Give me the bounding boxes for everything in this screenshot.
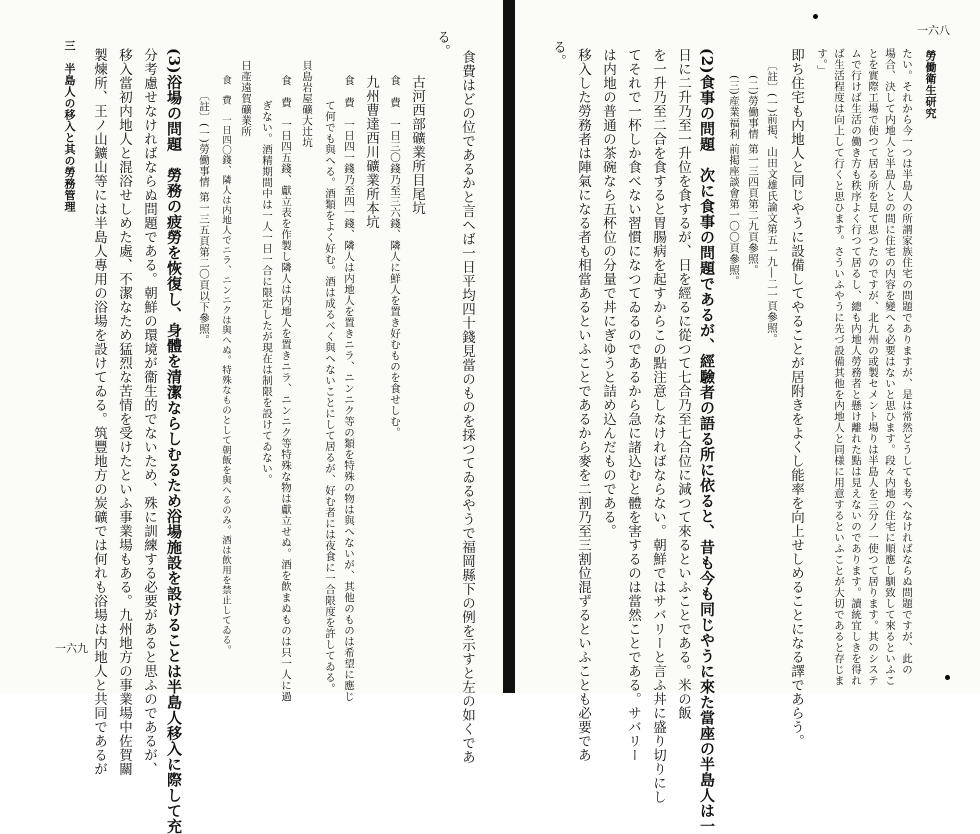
food-cost-entry: 食 費 一日三〇錢乃至三六錢、隣人に鮮人を置き好むものを食せしむ。 [389,75,401,438]
mine-name: 貝島岩屋礦大辻坑 [301,60,313,148]
food-cost-entry: て何でも與へる。酒類をよく好む。酒は成るべく與へないことにして居るが、好む者には夜食に一合限度を許してゐる。 [324,100,336,694]
body-column: 分考慮せなければならぬ問題である。朝鮮の環境が衞生的でないため、殊に訓練する必要があると思ふのであるが、 [141,48,157,776]
food-cost-entry: 食 費 一日四五錢、獻立表を作製し隣人は内地人を置きニラ、ニンニク等特殊な物は獻立せぬ。酒を飲まぬものは只一人に過 [280,75,292,702]
footnote: 〔註〕(一)勞働事情 第一三五頁第二〇頁以下參照。 [198,90,210,346]
body-column: 移入當初内地人と混浴せしめた處、不潔なため猛烈な苦情を受けたといふ事業場もある。九州地方の事業場中佐賀關 [116,48,132,776]
food-cost-entry: 食 費 一日四〇錢、隣人は内地人でニラ、ニンニクは與へぬ。特殊なものとして朝飯を與へるのみ。酒は飲用を禁止してゐる。 [220,75,231,655]
body-column: を一升乃至二合を食すると胃腸病を起すからこの點注意しなければならない。朝鮮ではサバリーと言ふ丼に盛り切りにし [650,48,666,804]
food-cost-entry: ぎない。酒精期間中は一人一日一合に限定したが現在は制限を設けてゐない。 [261,100,273,485]
ink-dot [945,675,950,680]
body-column: る。 [434,30,450,58]
footnote: (三)産業福利 前掲座談會第一〇〇頁參照。 [728,75,740,287]
mine-name: 九州曹達西川礦業所本坑 [363,75,379,229]
body-column: とを實際工場で使つて居る所を見て思つたのですが、北九州の或製セメント場りは半島人を三分ノ一使つて居ります。其のシステ [867,48,879,686]
section-heading-food: (2)食事の問題 次に食事の問題であるが、經驗者の語る所に依ると、昔も今も同じやうに來た當座の半島人は一 [698,48,716,834]
body-column: す。」 [816,48,828,76]
footnote: (二)勞働事情 第一三四頁第二九頁參照。 [747,75,759,276]
body-column: ムで行けば生活の働き方も秩序よく行つて居るし、總も内地人勞務者と懸け離れた點は見えないのであります。讀統宜しきを得れ [850,48,862,686]
right-page [515,0,980,834]
body-column: 移入した勞務者は陣氣になる者も相當あるといふことであるから麥を二割乃至三割位混ずるといふことも必要であ [575,48,591,762]
page-number-left: 一六九 [55,642,88,655]
body-column: 場合、決して内地人と半島人との間に住宅の内容を變へる必要はないと思ひます。段々内地の住宅に順應し馴致して來るといふこ [884,48,896,686]
body-column: 製煉所、王ノ山鑛山等には半島人專用の浴場を設けてゐる。筑豐地方の炭礦では何れも浴場は内地人と共同であるが [91,48,107,776]
section-heading-bath: (3)浴場の問題 勞務の疲勞を恢復し、身體を清潔ならしむるため浴場施設を設けることは半島人移入に際して充 [165,48,183,834]
food-cost-entry: 食 費 一日四一錢乃至四一錢、隣人は内地人を置きニラ、ニンニク等の類を特殊の物は與へないが、其他のものは希望に應じ [343,75,355,702]
body-column: る。 [550,40,566,68]
page-number-right: 一六八 [917,24,950,37]
book-spine [503,0,515,693]
ink-dot [813,14,818,19]
running-head-right: 勞働衛生研究 [924,50,937,119]
mine-name: 日產遠賀礦業所 [240,60,252,137]
body-column: 食費はどの位であるかと言へば一日平均四十錢見當のものを採つてゐるやうで福岡縣下の例を示すと左の如くであ [459,50,475,764]
body-column: 日に二升乃至一升位を食するが、日を經るに從つて七合乃至七合位に減つて來るといふことである。米の飯 [675,48,691,720]
running-head-left: 三 半島人の移入と其の勞務管理 [63,40,76,213]
body-column: ば生活程度は向上して行くと思ひます。さういふやうに先づ設備其他を内地人と同様に用意するといふことが大切であると存じま [833,48,845,686]
footnote: 〔註〕(一)前掲、山田文雄氏論文第五一九―二一頁參照。 [766,60,778,345]
body-column: 即ち住宅も内地人と同じやうに設備してやることが居附きをよくし能率を向上せしめることになる譯であらう。 [788,48,804,748]
body-column: は内地の普通の茶碗なら五杯位の分量で丼にぎゆうと詰め込んだものである。 [600,48,616,538]
body-column: たい。それから今一つは半島人の所謂家族住宅の問題でありますが、是は常然どうしても考へなければならぬ問題ですが、此の [901,48,913,675]
mine-name: 古河西部礦業所目尾坑 [409,75,425,215]
body-column: てそれで一杯しか食べない習慣になつてゐるのであるから急に諸込むと體を害するのは當然ことである。サバリー [625,48,641,762]
